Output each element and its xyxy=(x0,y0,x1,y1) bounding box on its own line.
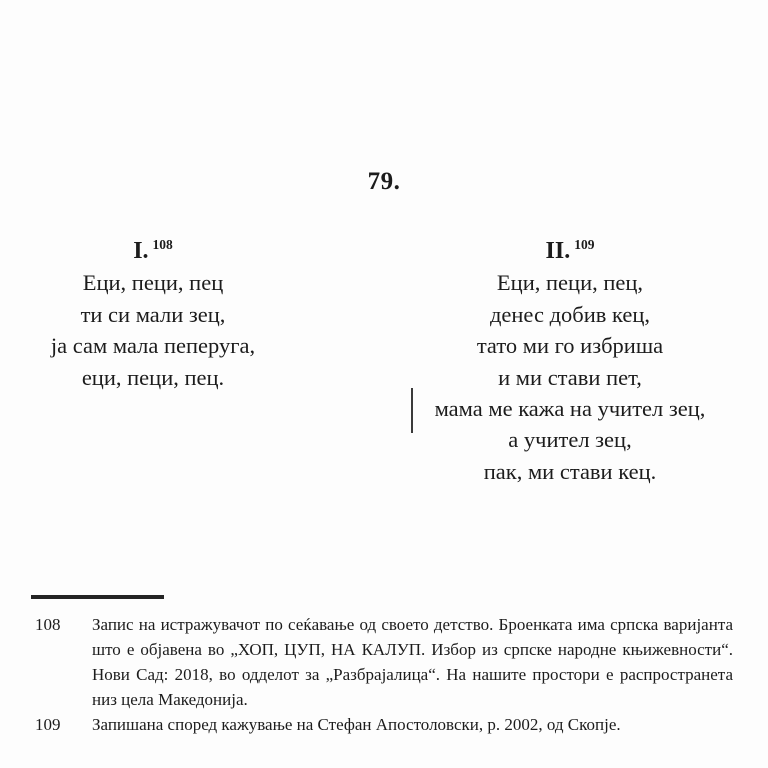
poem-line: а учител зец, xyxy=(508,427,632,453)
footnote-ref-108: 108 xyxy=(152,237,173,252)
footnote-number: 109 xyxy=(35,715,61,734)
variant-2-label: II. xyxy=(545,238,571,264)
poem-line: ти си мали зец, xyxy=(80,301,226,327)
poem-line: Еци, пеци, пец xyxy=(82,270,224,296)
poem-variant-2 xyxy=(372,236,768,487)
footnote-separator-rule xyxy=(31,595,164,599)
footnote-text: Запис на истражувачот по сеќавање од своето детство. Броенката има српска варијанта што е објавена во „ХОП, ЦУП, НА КАЛУП. Избор из српске народне књижевности“. Нови Сад: 2018, во одделот за „Разбрајалица“. На нашите простори е распространета низ цела Македонија. xyxy=(92,615,733,709)
scan-artifact-line xyxy=(411,388,413,433)
poem-line: пак, ми стави кец. xyxy=(483,458,657,484)
footnote-number: 108 xyxy=(35,615,61,634)
variant-1-label: I. xyxy=(133,238,149,264)
poem-line: Еци, пеци, пец, xyxy=(496,270,644,296)
poem-number-heading: 79. xyxy=(367,168,401,195)
poem-line: и ми стави пет, xyxy=(498,364,642,390)
variant-2-heading xyxy=(372,236,768,267)
poem-variant-1 xyxy=(0,236,306,393)
poem-line: еци, пеци, пец. xyxy=(81,364,225,390)
poem-line: мама ме кажа на учител зец, xyxy=(434,396,706,422)
footnote-text: Запишана според кажување на Стефан Апостоловски, р. 2002, од Скопје. xyxy=(92,715,621,734)
poem-line: ја сам мала пеперуга, xyxy=(50,333,256,359)
footnote-108 xyxy=(35,612,733,712)
footnote-109 xyxy=(35,712,733,737)
poem-line: денес добив кец, xyxy=(489,301,651,327)
poem-line: тато ми го избриша xyxy=(476,333,664,359)
footnotes-section xyxy=(35,612,733,737)
variant-1-heading xyxy=(0,236,306,267)
footnote-ref-109: 109 xyxy=(574,237,595,252)
